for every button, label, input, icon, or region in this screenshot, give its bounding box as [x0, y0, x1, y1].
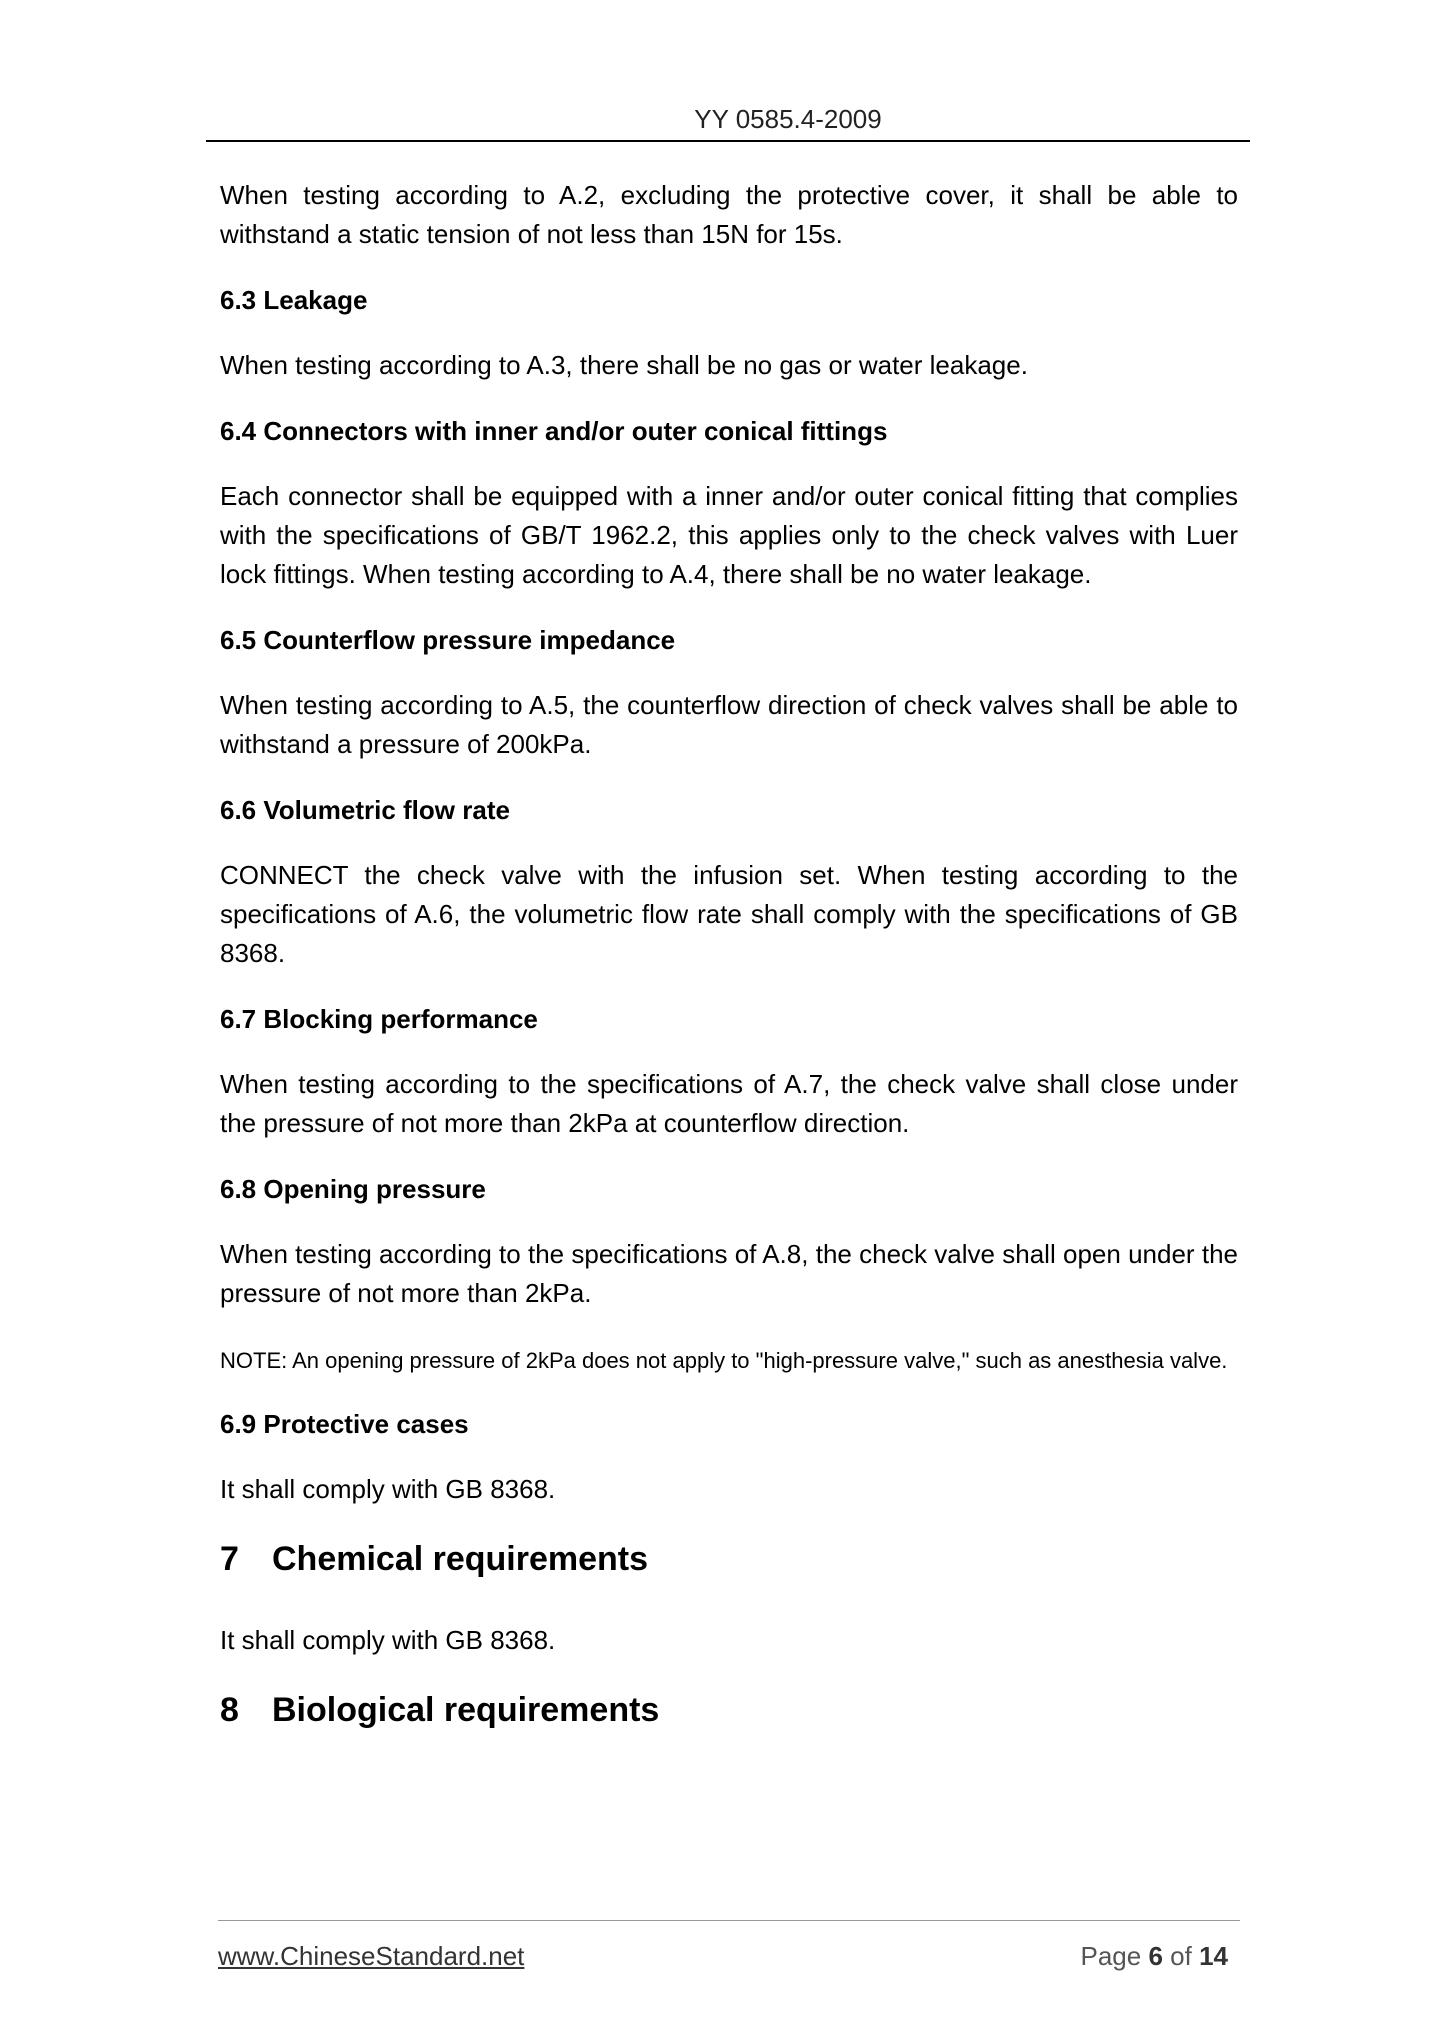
heading-8 — [220, 1688, 1238, 1732]
page-of: of — [1170, 1941, 1192, 1971]
heading-6-5: 6.5 Counterflow pressure impedance — [220, 625, 676, 655]
heading-6-9: 6.9 Protective cases — [220, 1409, 469, 1439]
paragraph-chemical: It shall comply with GB 8368. — [220, 1625, 556, 1655]
paragraph-protective: It shall comply with GB 8368. — [220, 1474, 556, 1504]
heading-7 — [220, 1537, 1238, 1581]
heading-6-4: 6.4 Connectors with inner and/or outer conical fittings — [220, 416, 888, 446]
website-link[interactable]: www.ChineseStandard.net — [218, 1941, 525, 1971]
heading-8-title: Biological requirements — [272, 1691, 660, 1729]
heading-6-3: 6.3 Leakage — [220, 285, 368, 315]
paragraph-blocking: When testing according to the specifications of A.7, the check valve shall close under the pressure of not more than 2kPa at counterflow direction. — [220, 1069, 1238, 1138]
page-prefix: Page — [1080, 1941, 1142, 1971]
paragraph-counterflow: When testing according to A.5, the counterflow direction of check valves shall be able to withstand a pressure of 200kPa. — [220, 690, 1238, 759]
heading-7-title: Chemical requirements — [272, 1540, 649, 1578]
paragraph-opening: When testing according to the specifications of A.8, the check valve shall open under the pressure of not more than 2kPa. — [220, 1239, 1238, 1308]
page-number — [1080, 1941, 1228, 1972]
heading-6-8: 6.8 Opening pressure — [220, 1174, 486, 1204]
document-id: YY 0585.4-2009 — [694, 104, 882, 134]
paragraph-leakage: When testing according to A.3, there shall be no gas or water leakage. — [220, 350, 1028, 380]
note-opening-pressure: NOTE: An opening pressure of 2kPa does not apply to "high-pressure valve," such as anesthesia valve. — [220, 1348, 1228, 1373]
paragraph-tension: When testing according to A.2, excluding the protective cover, it shall be able to withstand a static tension of not less than 15N for 15s. — [220, 180, 1238, 249]
document-body — [220, 176, 1238, 1772]
heading-6-7: 6.7 Blocking performance — [220, 1004, 538, 1034]
page-footer — [218, 1920, 1240, 1971]
page-total: 14 — [1199, 1941, 1228, 1971]
paragraph-connectors: Each connector shall be equipped with a inner and/or outer conical fitting that complies with the specifications of GB/T 1962.2, this applies only to the check valves with Luer lock fittings. When testing according to A.4, there shall be no water leakage. — [220, 481, 1238, 589]
page-current: 6 — [1148, 1941, 1163, 1971]
heading-7-number: 7 — [220, 1540, 239, 1578]
heading-8-number: 8 — [220, 1691, 239, 1729]
heading-6-6: 6.6 Volumetric flow rate — [220, 795, 510, 825]
page-header — [206, 104, 1250, 142]
paragraph-flow-rate: CONNECT the check valve with the infusion set. When testing according to the specifications of A.6, the volumetric flow rate shall comply with the specifications of GB 8368. — [220, 860, 1238, 968]
